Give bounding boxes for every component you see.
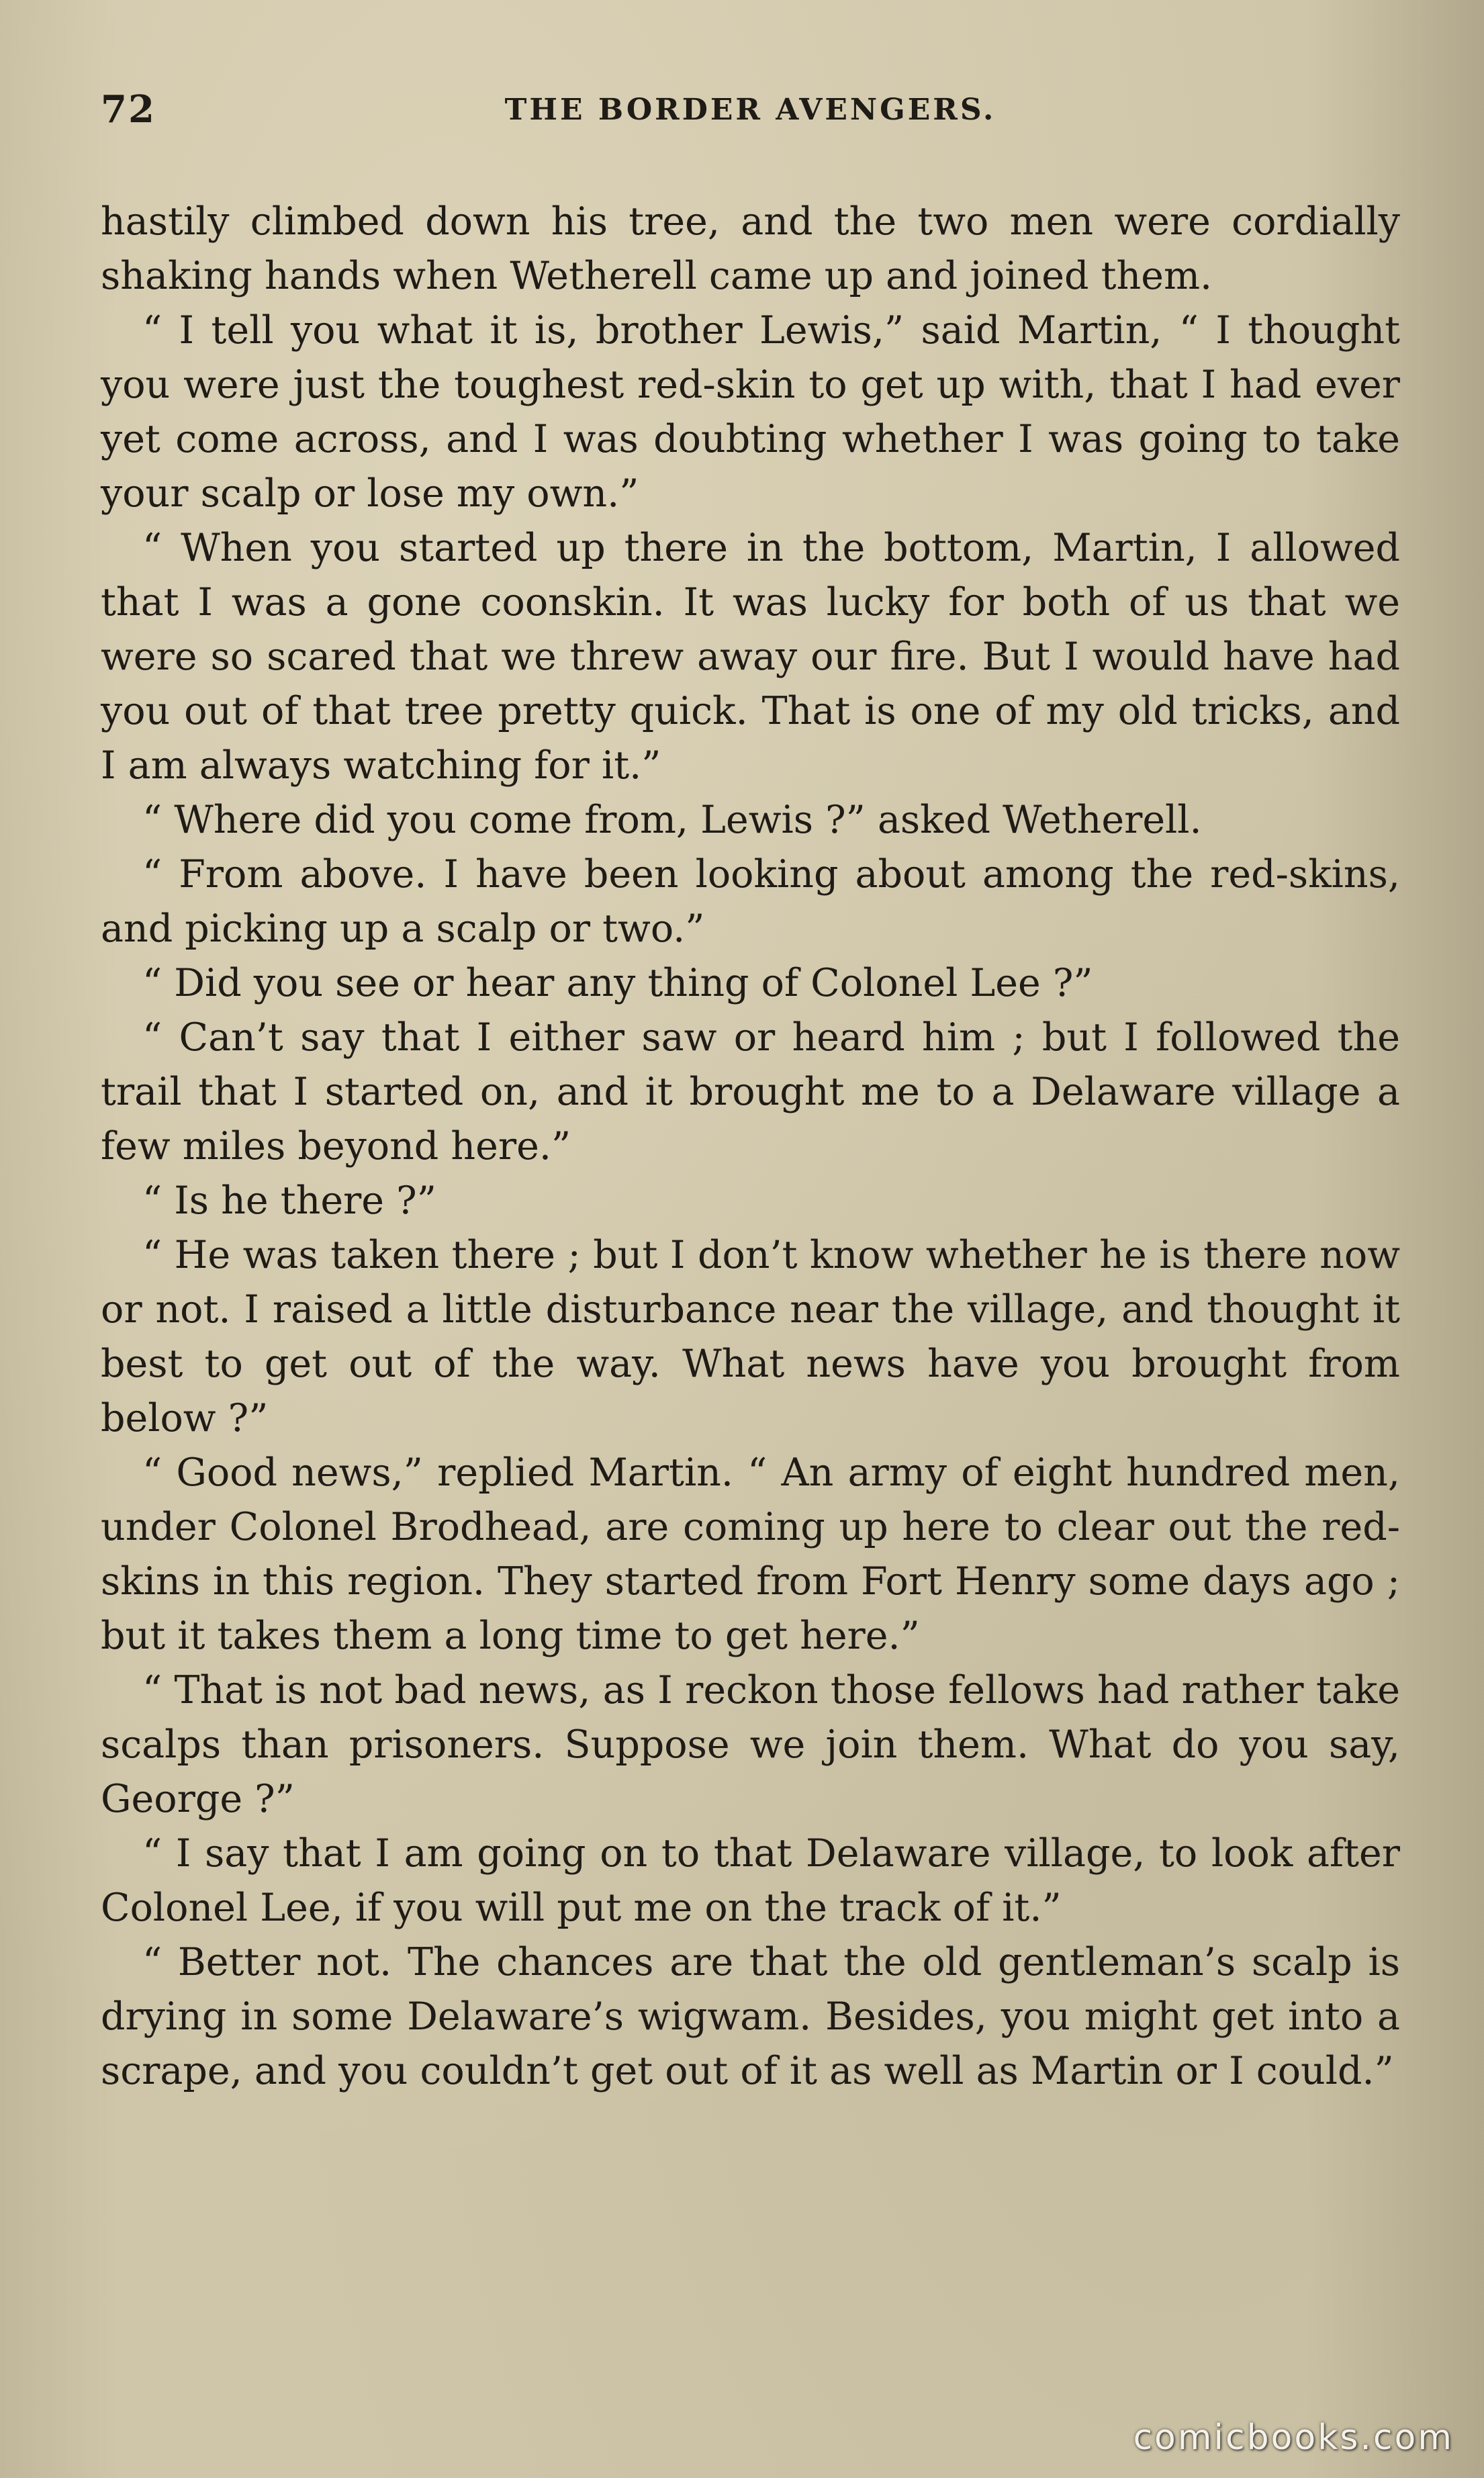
paragraph: “ When you started up there in the bottom, Martin, I allowed that I was a gone coonskin. It was lucky for both of us that we were so scared that we threw away our fire. But I would have had you out of that tree pretty quick. That is one of my old tricks, and I am always watching for it.” — [101, 526, 1400, 788]
page-number: 72 — [101, 87, 156, 132]
paragraph: “ Where did you come from, Lewis ?” asked Wetherell. — [142, 798, 1202, 842]
page-header — [101, 87, 1400, 141]
paragraph: “ Better not. The chances are that the old gentleman’s scalp is drying in some Delaware’s wigwam. Besides, you might get into a scrape, and you couldn’t get out of it as well as Martin or I could.” — [101, 1940, 1400, 2093]
paragraph: “ Did you see or hear any thing of Colonel Lee ?” — [142, 961, 1093, 1005]
paragraph: “ Can’t say that I either saw or heard him ; but I followed the trail that I started on, and it brought me to a Delaware village a few miles beyond here.” — [101, 1015, 1400, 1168]
paragraph: “ I tell you what it is, brother Lewis,” said Martin, “ I thought you were just the toughest red-skin to get up with, that I had ever yet come across, and I was doubting whether I was going to take your scalp or lose my own.” — [101, 308, 1400, 516]
watermark: comicbooks.com — [1133, 2418, 1454, 2458]
paragraph: hastily climbed down his tree, and the two men were cordially shaking hands when Wetherell came up and joined them. — [101, 199, 1400, 298]
body-text — [101, 195, 1400, 2099]
running-title: THE BORDER AVENGERS. — [504, 93, 996, 127]
paragraph: “ From above. I have been looking about among the red-skins, and picking up a scalp or two.” — [101, 852, 1400, 951]
paragraph: “ I say that I am going on to that Delaware village, to look after Colonel Lee, if you will put me on the track of it.” — [101, 1831, 1400, 1930]
paragraph: “ That is not bad news, as I reckon those fellows had rather take scalps than prisoners. Suppose we join them. What do you say, George ?” — [101, 1668, 1400, 1821]
paragraph: “ Good news,” replied Martin. “ An army of eight hundred men, under Colonel Brodhead, are coming up here to clear out the red-skins in this region. They started from Fort Henry some days ago ; but it takes them a long time to get here.” — [101, 1451, 1400, 1658]
paragraph: “ He was taken there ; but I don’t know whether he is there now or not. I raised a little disturbance near the village, and thought it best to get out of the way. What news have you brought from below ?” — [101, 1233, 1400, 1440]
paragraph: “ Is he there ?” — [142, 1179, 436, 1223]
